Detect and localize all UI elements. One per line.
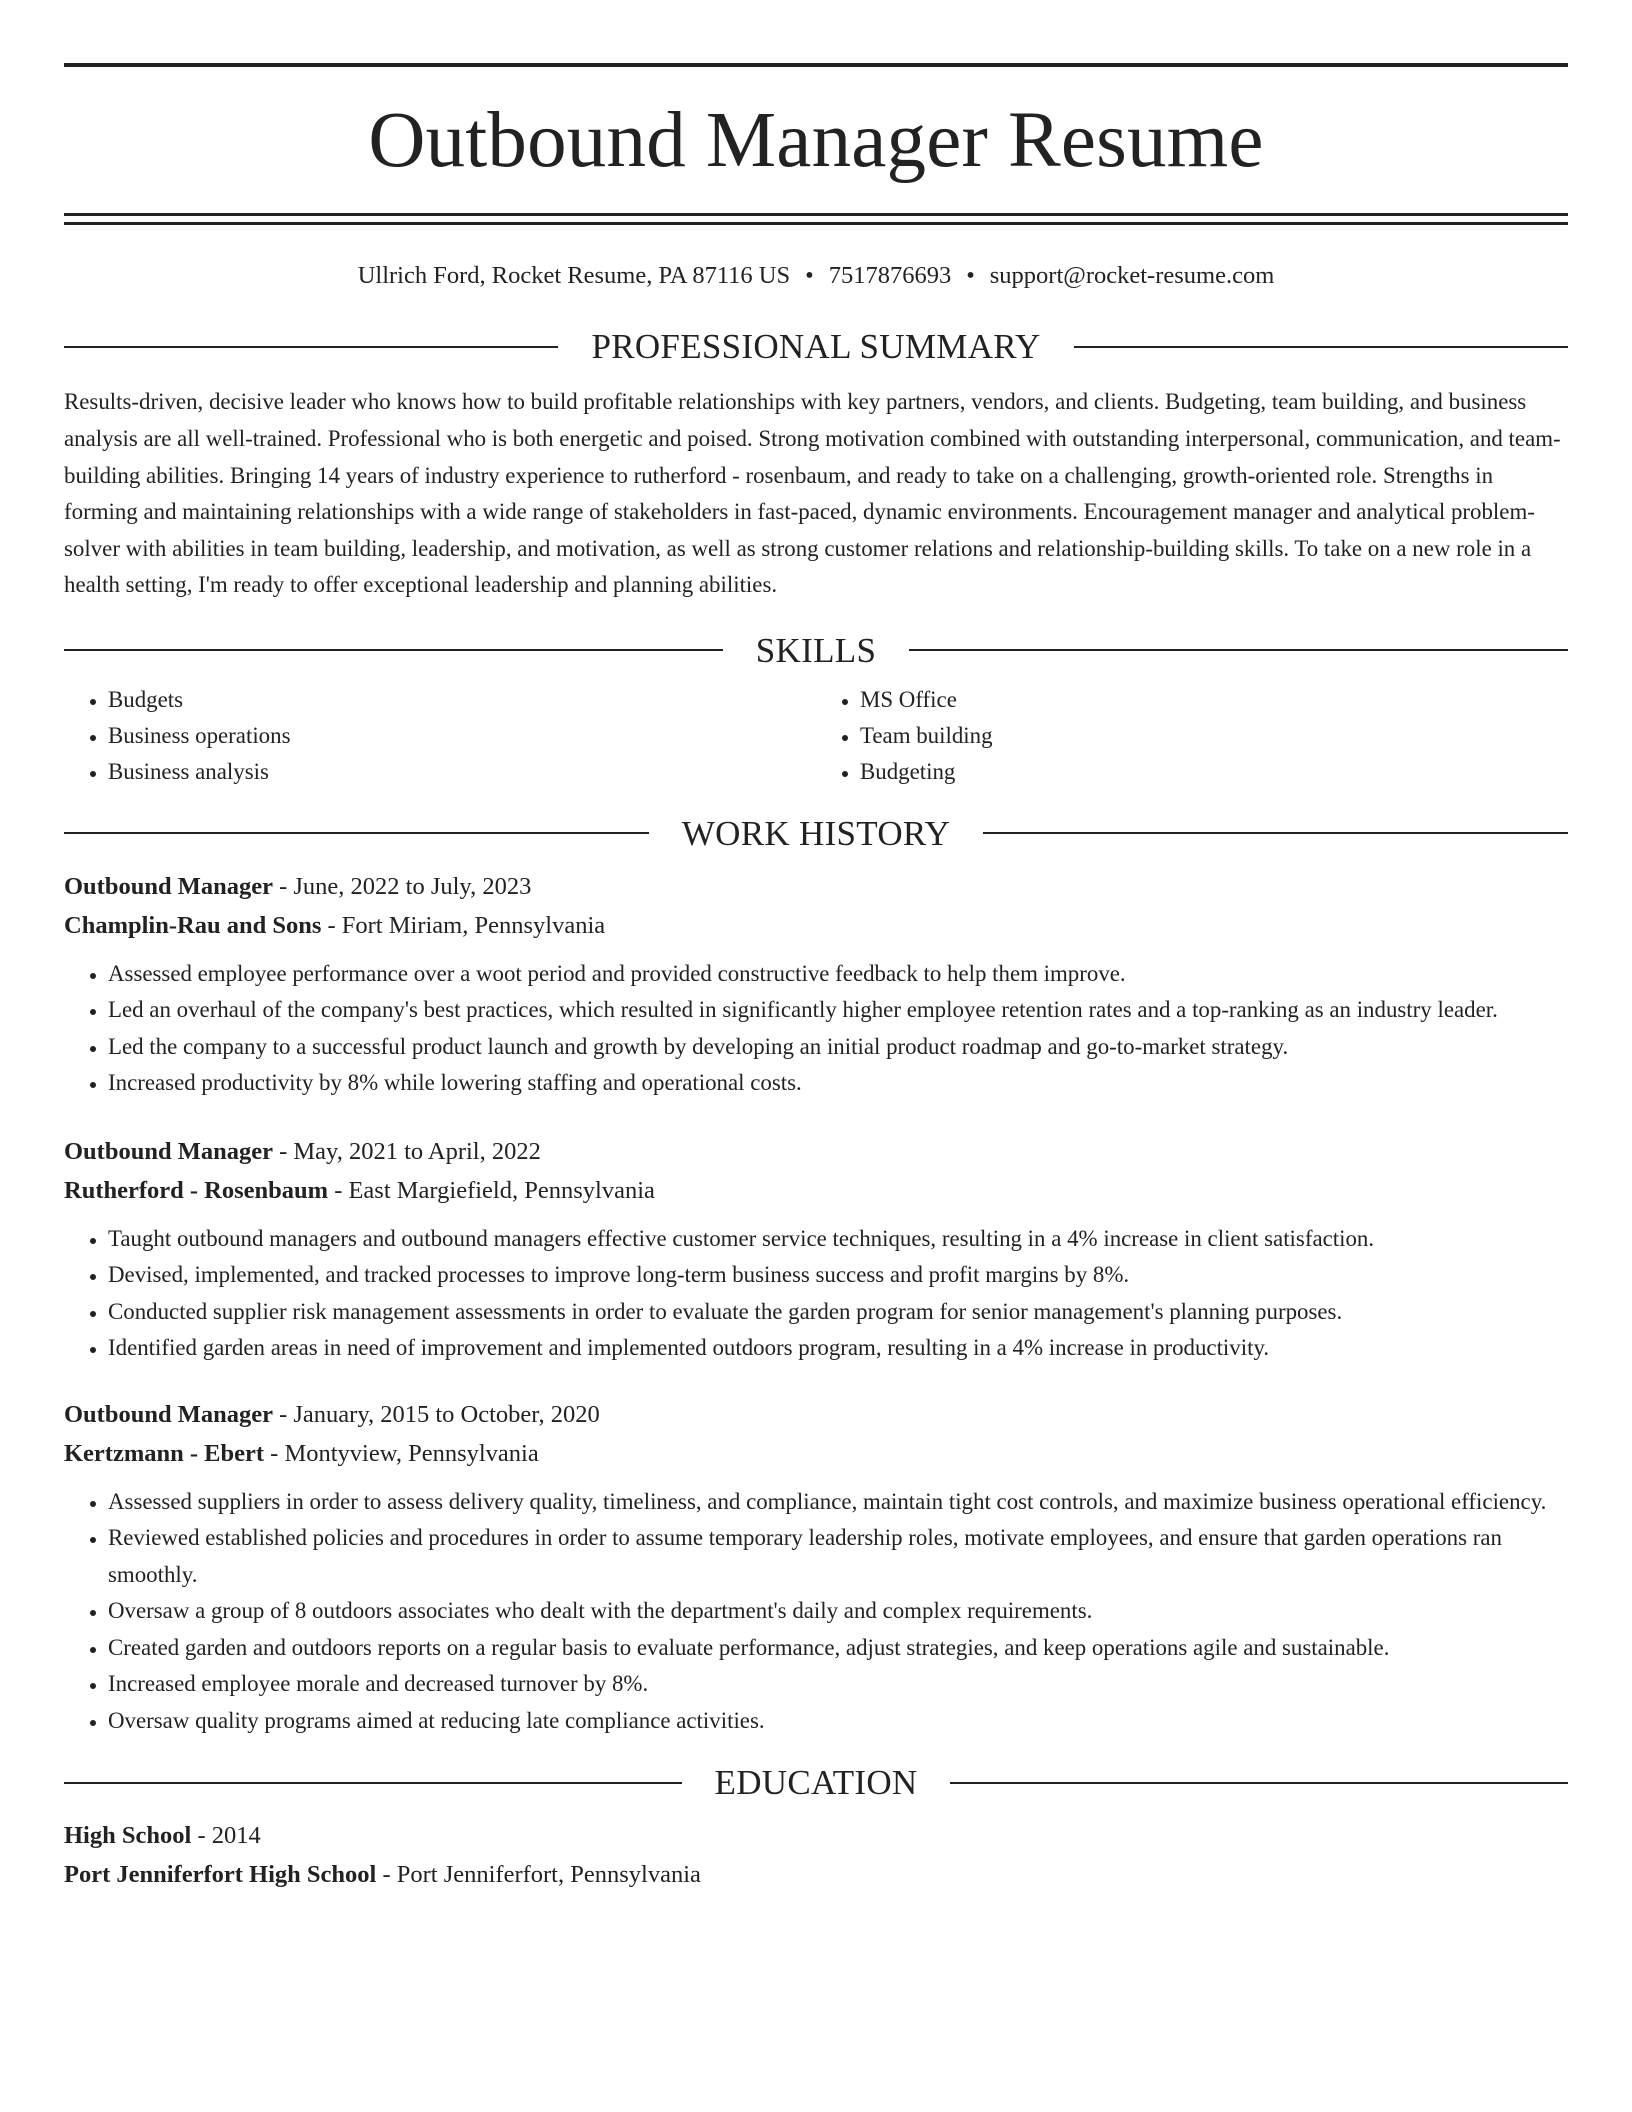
contact-separator: • — [966, 262, 975, 289]
job-bullets — [64, 1221, 1568, 1367]
section-heading-education — [64, 1763, 1568, 1803]
job-company-line — [64, 906, 1568, 945]
job-bullet: • Increased productivity by 8% while lowering staffing and operational costs. — [108, 1065, 1568, 1102]
skill-item: • Budgeting — [860, 754, 1568, 790]
skill-item: • Budgets — [108, 682, 816, 718]
job-location: - Fort Miriam, Pennsylvania — [321, 911, 606, 939]
job-bullet: • Conducted supplier risk management assessments in order to evaluate the garden program for senior management's planning purposes. — [108, 1294, 1568, 1331]
section-heading-summary — [64, 327, 1568, 367]
education-school: Port Jenniferfort High School — [64, 1861, 377, 1889]
heading-rule — [983, 832, 1568, 834]
section-title: PROFESSIONAL SUMMARY — [591, 327, 1041, 367]
job-bullet: • Led the company to a successful product launch and growth by developing an initial product roadmap and go-to-market strategy. — [108, 1029, 1568, 1066]
job-bullets — [64, 1484, 1568, 1740]
section-heading-work — [64, 813, 1568, 853]
job-location: - East Margiefield, Pennsylvania — [328, 1176, 655, 1204]
top-rule — [64, 63, 1568, 67]
job-bullet: • Increased employee morale and decreased turnover by 8%. — [108, 1666, 1568, 1703]
heading-rule — [64, 1782, 682, 1784]
skills-list — [64, 682, 1568, 790]
contact-email: support@rocket-resume.com — [989, 262, 1275, 289]
education-location: - Port Jenniferfort, Pennsylvania — [376, 1861, 701, 1889]
job-dates: - May, 2021 to April, 2022 — [272, 1137, 541, 1165]
job-bullet: • Reviewed established policies and procedures in order to assume temporary leadership roles, motivate employees, and ensure that garden operations ran smoothly. — [108, 1520, 1568, 1593]
contact-phone: 7517876693 — [828, 262, 952, 289]
job-bullet: • Created garden and outdoors reports on a regular basis to evaluate performance, adjust strategies, and keep operations agile and sustainable. — [108, 1630, 1568, 1667]
section-title: SKILLS — [755, 630, 877, 670]
job-title-line — [64, 1132, 1568, 1171]
contact-separator: • — [805, 262, 814, 289]
job-dates: - June, 2022 to July, 2023 — [272, 872, 532, 900]
job-dates: - January, 2015 to October, 2020 — [272, 1400, 600, 1428]
education-year: - 2014 — [191, 1822, 261, 1850]
job-company: Kertzmann - Ebert — [64, 1439, 265, 1467]
education-entry — [64, 1816, 1568, 1894]
job-entry — [64, 867, 1568, 1102]
title-double-rule — [64, 213, 1568, 225]
skills-column-left — [64, 682, 816, 790]
job-entry — [64, 1132, 1568, 1367]
education-degree: High School — [64, 1822, 192, 1850]
heading-rule — [64, 649, 723, 651]
job-bullet: • Assessed employee performance over a woot period and provided constructive feedback to help them improve. — [108, 956, 1568, 993]
job-company: Champlin-Rau and Sons — [64, 911, 322, 939]
contact-line — [64, 261, 1568, 290]
job-company: Rutherford - Rosenbaum — [64, 1176, 329, 1204]
section-title: EDUCATION — [714, 1763, 918, 1803]
job-title: Outbound Manager — [64, 1400, 273, 1428]
job-bullet: • Devised, implemented, and tracked processes to improve long-term business success and profit margins by 8%. — [108, 1257, 1568, 1294]
job-bullets — [64, 956, 1568, 1102]
job-title: Outbound Manager — [64, 1137, 273, 1165]
heading-rule — [1074, 346, 1568, 348]
job-bullet: • Identified garden areas in need of improvement and implemented outdoors program, resulting in a 4% increase in productivity. — [108, 1330, 1568, 1367]
job-title-line — [64, 867, 1568, 906]
heading-rule — [64, 832, 649, 834]
job-entry — [64, 1395, 1568, 1740]
heading-rule — [64, 346, 558, 348]
job-bullet: • Led an overhaul of the company's best practices, which resulted in significantly higher employee retention rates and a top-ranking as an industry leader. — [108, 992, 1568, 1029]
job-bullet: • Taught outbound managers and outbound managers effective customer service techniques, resulting in a 4% increase in client satisfaction. — [108, 1221, 1568, 1258]
skill-item: • MS Office — [860, 682, 1568, 718]
job-company-line — [64, 1434, 1568, 1473]
job-bullet: • Assessed suppliers in order to assess delivery quality, timeliness, and compliance, maintain tight cost controls, and maximize business operational efficiency. — [108, 1484, 1568, 1521]
education-school-line — [64, 1855, 1568, 1894]
page-title: Outbound Manager Resume — [368, 97, 1264, 184]
job-company-line — [64, 1171, 1568, 1210]
section-heading-skills — [64, 630, 1568, 670]
summary-paragraph: Results-driven, decisive leader who knows how to build profitable relationships with key partners, vendors, and clients. Budgeting, team building, and business analysis are all well-trained. Professional who is both energetic and poised. Strong motivation combined with outstanding interpersonal, communication, and team-building abilities. Bringing 14 years of industry experience to rutherford - rosenbaum, and ready to take on a challenging, growth-oriented role. Strengths in forming and maintaining relationships with a wide range of stakeholders in fast-paced, dynamic environments. Encouragement manager and analytical problem-solver with abilities in team building, leadership, and motivation, as well as strong customer relations and relationship-building skills. To take on a new role in a health setting, I'm ready to offer exceptional leadership and planning abilities. — [64, 389, 1561, 598]
skill-item: • Business operations — [108, 718, 816, 754]
job-title: Outbound Manager — [64, 872, 273, 900]
skill-item: • Business analysis — [108, 754, 816, 790]
heading-rule — [950, 1782, 1568, 1784]
skill-item: • Team building — [860, 718, 1568, 754]
job-title-line — [64, 1395, 1568, 1434]
contact-address: Ullrich Ford, Rocket Resume, PA 87116 US — [357, 262, 791, 289]
heading-rule — [909, 649, 1568, 651]
skills-column-right — [816, 682, 1568, 790]
job-location: - Montyview, Pennsylvania — [264, 1439, 539, 1467]
education-degree-line — [64, 1816, 1568, 1855]
section-title: WORK HISTORY — [681, 813, 951, 853]
job-bullet: • Oversaw a group of 8 outdoors associates who dealt with the department's daily and complex requirements. — [108, 1593, 1568, 1630]
job-bullet: • Oversaw quality programs aimed at reducing late compliance activities. — [108, 1703, 1568, 1740]
